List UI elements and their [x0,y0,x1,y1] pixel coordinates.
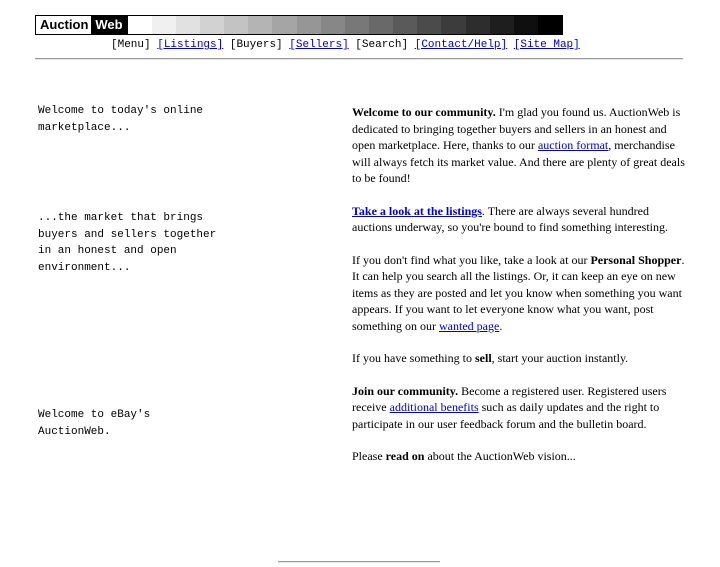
read-on-label: read on [385,449,425,463]
additional-benefits-link[interactable]: additional benefits [389,400,479,414]
community-text-a: I'm glad you found us. AuctionWeb is dedicated to bringing together buyers and sellers in an honest and open marketplace. Here, thanks to our [352,105,681,152]
sell-label: sell [474,351,492,365]
paragraph-listings [352,203,686,236]
logo-gradient-bar [128,16,562,34]
community-text-b: , merchandise will always fetch its market value. And there are plenty of great deals to be found! [352,138,685,185]
listings-link[interactable]: Take a look at the listings [352,203,482,218]
shopper-text-c: . [499,318,503,333]
logo-gradient-step [345,16,369,34]
join-text-a: Become a registered user. Registered users receive [352,383,667,414]
logo-gradient-step [321,16,345,34]
paragraph-vision [352,448,686,465]
tagline-ebay: Welcome to eBay's AuctionWeb. [38,409,151,438]
logo-gradient-step [272,16,296,34]
sell-text-a: If you have something to [352,351,475,365]
nav-contact-link[interactable]: [Contact/Help] [414,39,508,51]
logo-gradient-step [538,16,562,34]
wanted-page-link[interactable]: wanted page [439,318,500,333]
logo-gradient-step [248,16,272,34]
tagline-welcome: Welcome to today's online marketplace... [38,105,204,134]
top-divider [35,58,683,60]
logo-gradient-step [393,16,417,34]
join-heading: Join our community. [352,383,459,398]
listings-text: . There are always several hundred auctions underway, so you're bound to find something interesting. [352,203,668,234]
logo-gradient-step [152,16,176,34]
logo-gradient-step [176,16,200,34]
logo-web-text: Web [91,16,127,34]
logo-gradient-step [200,16,224,34]
sell-text-b: , start your auction instantly. [491,351,629,365]
nav-buyers: [Buyers] [229,39,283,51]
logo-auction-text: Auction [36,16,91,34]
shopper-text-b: . It can help you search all the listings. Or, it can keep an eye on new items as they are posted and let you know when something you want appears. If you want to let everyone know what you want, post something on our [352,252,685,333]
nav-menu: [Menu] [111,39,151,51]
auction-format-link[interactable]: auction format [537,138,609,152]
logo-gradient-step [297,16,321,34]
nav-search: [Search] [355,39,409,51]
nav-sellers-link[interactable]: [Sellers] [289,39,349,51]
nav-listings-link[interactable]: [Listings] [157,39,224,51]
logo-gradient-step [369,16,393,34]
bottom-divider [278,561,440,563]
logo-gradient-step [417,16,441,34]
community-heading: Welcome to our community. [352,105,496,119]
paragraph-join [352,383,686,433]
auctionweb-logo [35,15,563,35]
join-text-b: such as daily updates and the right to participate in our user feedback forum and the bulletin board. [352,400,660,431]
paragraph-sell [352,350,686,367]
personal-shopper-label: Personal Shopper [590,252,682,267]
tagline-market: ...the market that brings buyers and sellers together in an honest and open environment... [38,212,217,274]
paragraph-community [352,104,686,187]
logo-gradient-step [514,16,538,34]
main-content [352,104,686,481]
top-nav [111,39,580,51]
vision-text-b: about the AuctionWeb vision... [424,449,576,463]
vision-text-a: Please [352,449,386,463]
logo-gradient-step [466,16,490,34]
shopper-text-a: If you don't find what you like, take a look at our [352,252,591,267]
logo-gradient-step [490,16,514,34]
nav-sitemap-link[interactable]: [Site Map] [513,39,580,51]
paragraph-shopper [352,252,686,335]
logo-gradient-step [441,16,465,34]
logo-gradient-step [128,16,152,34]
logo-gradient-step [224,16,248,34]
